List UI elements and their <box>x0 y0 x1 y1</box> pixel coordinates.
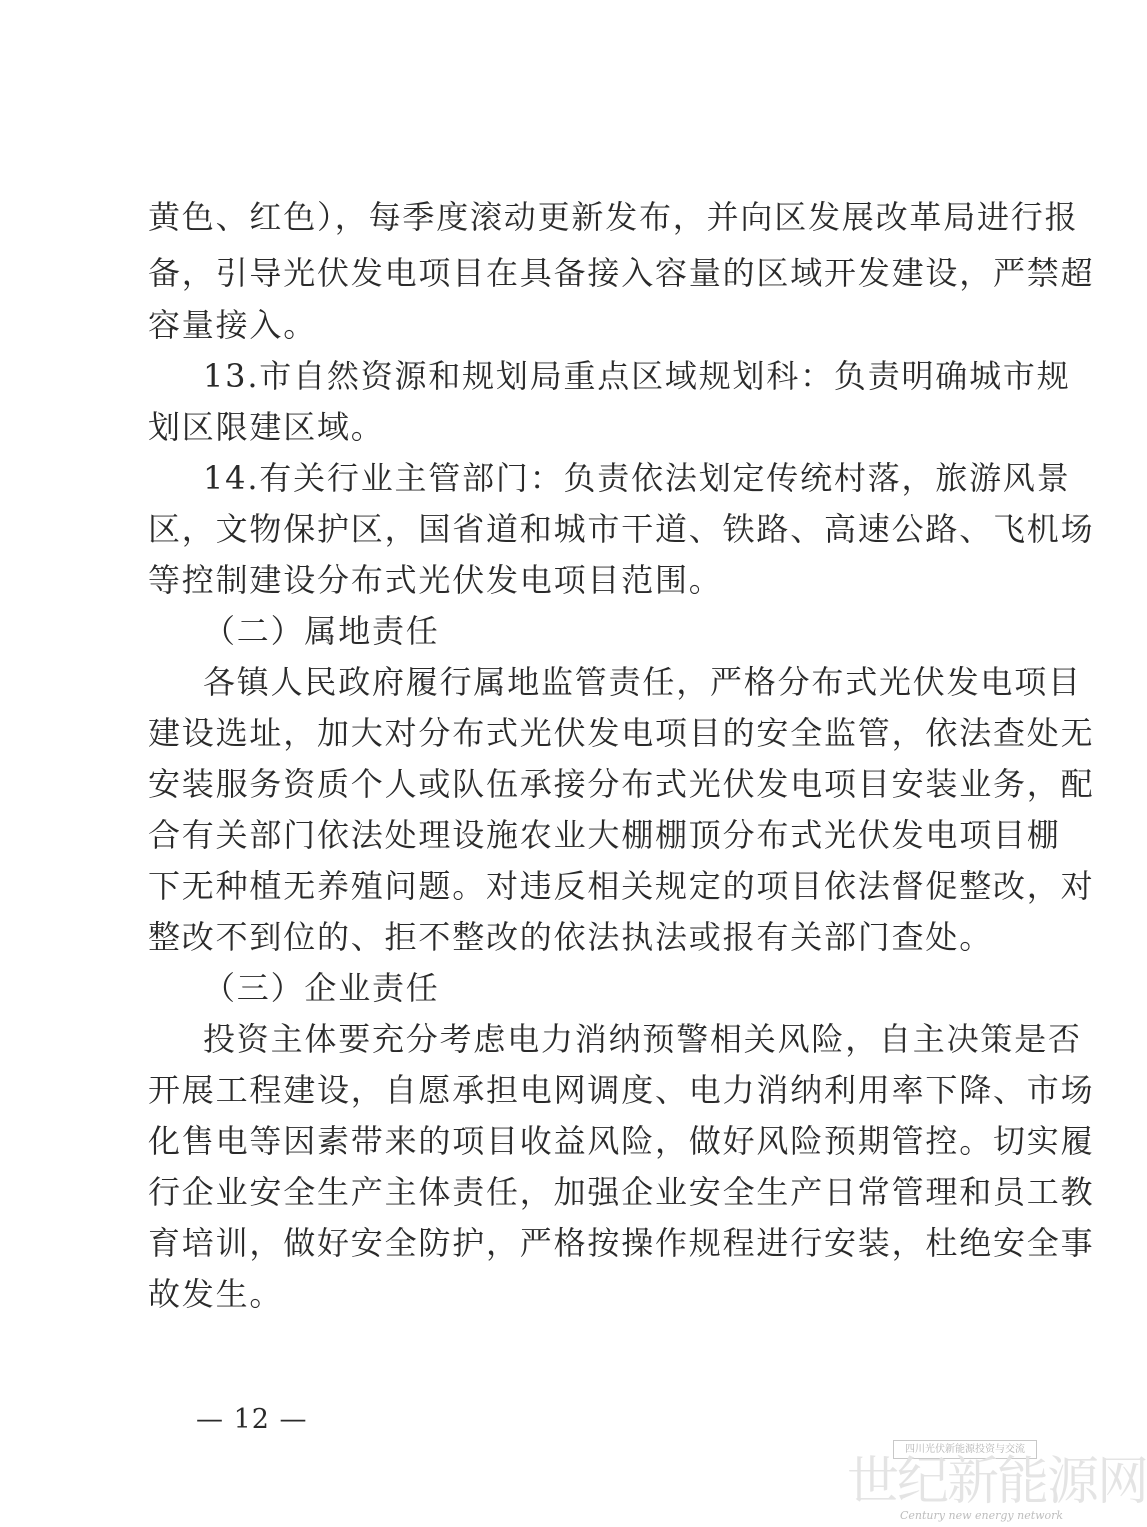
paragraph-line: 化售电等因素带来的项目收益风险，做好风险预期管控。切实履 <box>148 1122 1095 1160</box>
watermark-tagline: 四川光伏新能源投资与交流 <box>893 1440 1037 1459</box>
watermark-subtitle: Century new energy network <box>900 1509 1064 1522</box>
paragraph-line: 容量接入。 <box>148 306 318 344</box>
paragraph-line: 整改不到位的、拒不整改的依法执法或报有关部门查处。 <box>148 918 994 956</box>
section-heading: （二）属地责任 <box>203 612 440 650</box>
paragraph-line: 区，文物保护区，国省道和城市干道、铁路、高速公路、飞机场 <box>148 510 1095 548</box>
page-number: — 12 — <box>196 1404 308 1435</box>
watermark-title: 世纪新能源网 <box>847 1452 1147 1512</box>
paragraph-line: 划区限建区域。 <box>148 408 385 446</box>
paragraph-line: 13.市自然资源和规划局重点区域规划科：负责明确城市规 <box>203 357 1071 395</box>
paragraph-line: 下无种植无养殖问题。对违反相关规定的项目依法督促整改，对 <box>148 867 1095 905</box>
paragraph-line: 备，引导光伏发电项目在具备接入容量的区域开发建设，严禁超 <box>148 254 1095 292</box>
paragraph-line: 各镇人民政府履行属地监管责任，严格分布式光伏发电项目 <box>203 663 1082 701</box>
paragraph-line: 行企业安全生产主体责任，加强企业安全生产日常管理和员工教 <box>148 1173 1095 1211</box>
paragraph-line: 育培训，做好安全防护，严格按操作规程进行安装，杜绝安全事 <box>148 1224 1095 1262</box>
paragraph-line: 黄色、红色），每季度滚动更新发布，并向区发展改革局进行报 <box>148 198 1079 236</box>
paragraph-line: 建设选址，加大对分布式光伏发电项目的安全监管，依法查处无 <box>148 714 1095 752</box>
paragraph-line: 合有关部门依法处理设施农业大棚棚顶分布式光伏发电项目棚 <box>148 816 1061 854</box>
paragraph-line: 14.有关行业主管部门：负责依法划定传统村落，旅游风景 <box>203 459 1071 497</box>
paragraph-line: 故发生。 <box>148 1275 284 1313</box>
section-heading: （三）企业责任 <box>203 969 440 1007</box>
paragraph-line: 投资主体要充分考虑电力消纳预警相关风险，自主决策是否 <box>203 1020 1082 1058</box>
paragraph-line: 安装服务资质个人或队伍承接分布式光伏发电项目安装业务，配 <box>148 765 1095 803</box>
paragraph-line: 开展工程建设，自愿承担电网调度、电力消纳利用率下降、市场 <box>148 1071 1095 1109</box>
paragraph-line: 等控制建设分布式光伏发电项目范围。 <box>148 561 723 599</box>
